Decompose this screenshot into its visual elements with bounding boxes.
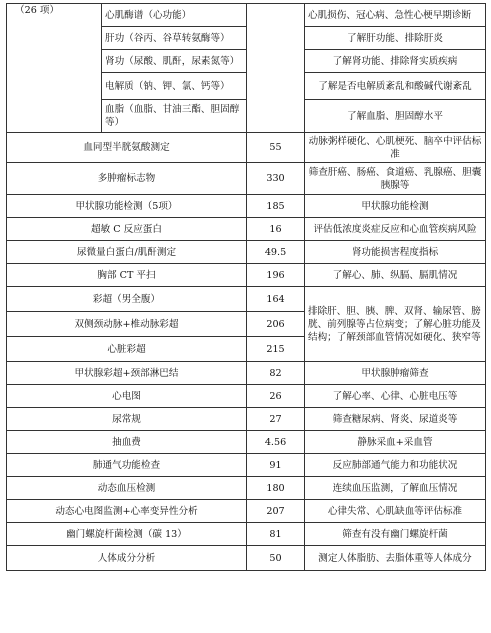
item-price: 81 [247, 523, 305, 546]
item-price: 50 [247, 546, 305, 571]
item-name: 血同型半胱氨酸测定 [7, 133, 247, 163]
table-row [7, 385, 486, 408]
item-price: 91 [247, 454, 305, 477]
sub-item-name: 心肌酶谱（心功能） [102, 4, 247, 27]
item-price: 82 [247, 362, 305, 385]
item-price: 49.5 [247, 241, 305, 264]
item-desc: 筛查有没有幽门螺旋杆菌 [305, 523, 486, 546]
group-label-cell [7, 73, 102, 100]
item-desc: 了解心率、心律、心脏电压等 [305, 385, 486, 408]
item-desc: 测定人体脂肪、去脂体重等人体成分 [305, 546, 486, 571]
item-name: 心脏彩超 [7, 337, 247, 362]
table-row [7, 408, 486, 431]
table-row [7, 163, 486, 195]
item-desc: 动脉粥样硬化、心肌梗死、脑卒中评估标准 [305, 133, 486, 163]
item-name: 甲状腺彩超+颈部淋巴结 [7, 362, 247, 385]
table-row [7, 362, 486, 385]
sub-item-name: 血脂（血脂、甘油三酯、胆固醇等） [102, 100, 247, 133]
table-row [7, 218, 486, 241]
group-label-cell [7, 100, 102, 133]
exam-table [6, 3, 486, 571]
table-row [7, 27, 486, 50]
table-row [7, 523, 486, 546]
item-desc: 甲状腺功能检测 [305, 195, 486, 218]
item-desc: 肾功能损害程度指标 [305, 241, 486, 264]
group-price-cell [247, 4, 305, 27]
item-name: 心电图 [7, 385, 247, 408]
item-name: 肺通气功能检查 [7, 454, 247, 477]
table-row [7, 73, 486, 100]
item-desc: 了解心、肺、纵膈、膈肌情况 [305, 264, 486, 287]
sub-item-name: 肾功（尿酸、肌酐，尿素氮等） [102, 50, 247, 73]
item-desc: 反应肺部通气能力和功能状况 [305, 454, 486, 477]
group-price-cell [247, 50, 305, 73]
item-name: 人体成分分析 [7, 546, 247, 571]
item-name: 动态心电图监测+心率变异性分析 [7, 500, 247, 523]
item-name: 胸部 CT 平扫 [7, 264, 247, 287]
item-desc: 连续血压监测，了解血压情况 [305, 477, 486, 500]
item-name: 超敏 C 反应蛋白 [7, 218, 247, 241]
sub-item-desc: 了解血脂、胆固醇水平 [305, 100, 486, 133]
item-desc: 评估低浓度炎症反应和心血管疾病风险 [305, 218, 486, 241]
item-name: 甲状腺功能检测（5项） [7, 195, 247, 218]
item-name: 尿常规 [7, 408, 247, 431]
item-name: 双侧颈动脉+椎动脉彩超 [7, 312, 247, 337]
item-price: 55 [247, 133, 305, 163]
item-price: 215 [247, 337, 305, 362]
item-desc: 甲状腺肿瘤筛查 [305, 362, 486, 385]
sub-item-desc: 了解肾功能、排除肾实质疾病 [305, 50, 486, 73]
sub-item-name: 肝功（谷丙、谷草转氨酶等） [102, 27, 247, 50]
item-price: 330 [247, 163, 305, 195]
item-price: 164 [247, 287, 305, 312]
table-row [7, 50, 486, 73]
merged-item-desc: 排除肝、胆、胰、脾、双肾、输尿管、膀胱、前列腺等占位病变；了解心脏功能及结构；了解颈部血管情况如硬化、狭窄等 [305, 287, 486, 362]
group-price-cell [247, 73, 305, 100]
item-name: 抽血费 [7, 431, 247, 454]
table-row [7, 264, 486, 287]
sub-item-desc: 了解是否电解质紊乱和酸碱代谢紊乱 [305, 73, 486, 100]
group-label-cell [7, 27, 102, 50]
table-row [7, 546, 486, 571]
item-desc: 静脉采血+采血管 [305, 431, 486, 454]
item-desc: 心律失常、心肌缺血等评估标准 [305, 500, 486, 523]
table-row [7, 500, 486, 523]
item-price: 16 [247, 218, 305, 241]
sub-item-desc: 心肌损伤、冠心病、急性心梗早期诊断 [305, 4, 486, 27]
item-desc: 筛查肝癌、肠癌、食道癌、乳腺癌、胆囊胰腺等 [305, 163, 486, 195]
table-row [7, 454, 486, 477]
group-label-cell [7, 50, 102, 73]
table-row [7, 100, 486, 133]
item-price: 26 [247, 385, 305, 408]
item-name: 多肿瘤标志物 [7, 163, 247, 195]
item-price: 4.56 [247, 431, 305, 454]
item-price: 196 [247, 264, 305, 287]
item-price: 206 [247, 312, 305, 337]
item-name: 彩超（男全腹） [7, 287, 247, 312]
item-price: 27 [247, 408, 305, 431]
group-label: （26 项） [7, 4, 102, 27]
group-price-cell [247, 27, 305, 50]
table-row [7, 241, 486, 264]
group-price-cell [247, 100, 305, 133]
item-name: 尿微量白蛋白/肌酐测定 [7, 241, 247, 264]
table-row [7, 195, 486, 218]
table-row [7, 477, 486, 500]
item-name: 动态血压检测 [7, 477, 247, 500]
item-name: 幽门螺旋杆菌检测（碳 13） [7, 523, 247, 546]
table-row [7, 287, 486, 312]
table-row [7, 431, 486, 454]
item-price: 180 [247, 477, 305, 500]
table-row [7, 133, 486, 163]
item-price: 207 [247, 500, 305, 523]
sub-item-name: 电解质（钠、钾、氯、钙等） [102, 73, 247, 100]
sub-item-desc: 了解肝功能、排除肝炎 [305, 27, 486, 50]
table-row [7, 4, 486, 27]
item-desc: 筛查糖尿病、肾炎、尿道炎等 [305, 408, 486, 431]
item-price: 185 [247, 195, 305, 218]
